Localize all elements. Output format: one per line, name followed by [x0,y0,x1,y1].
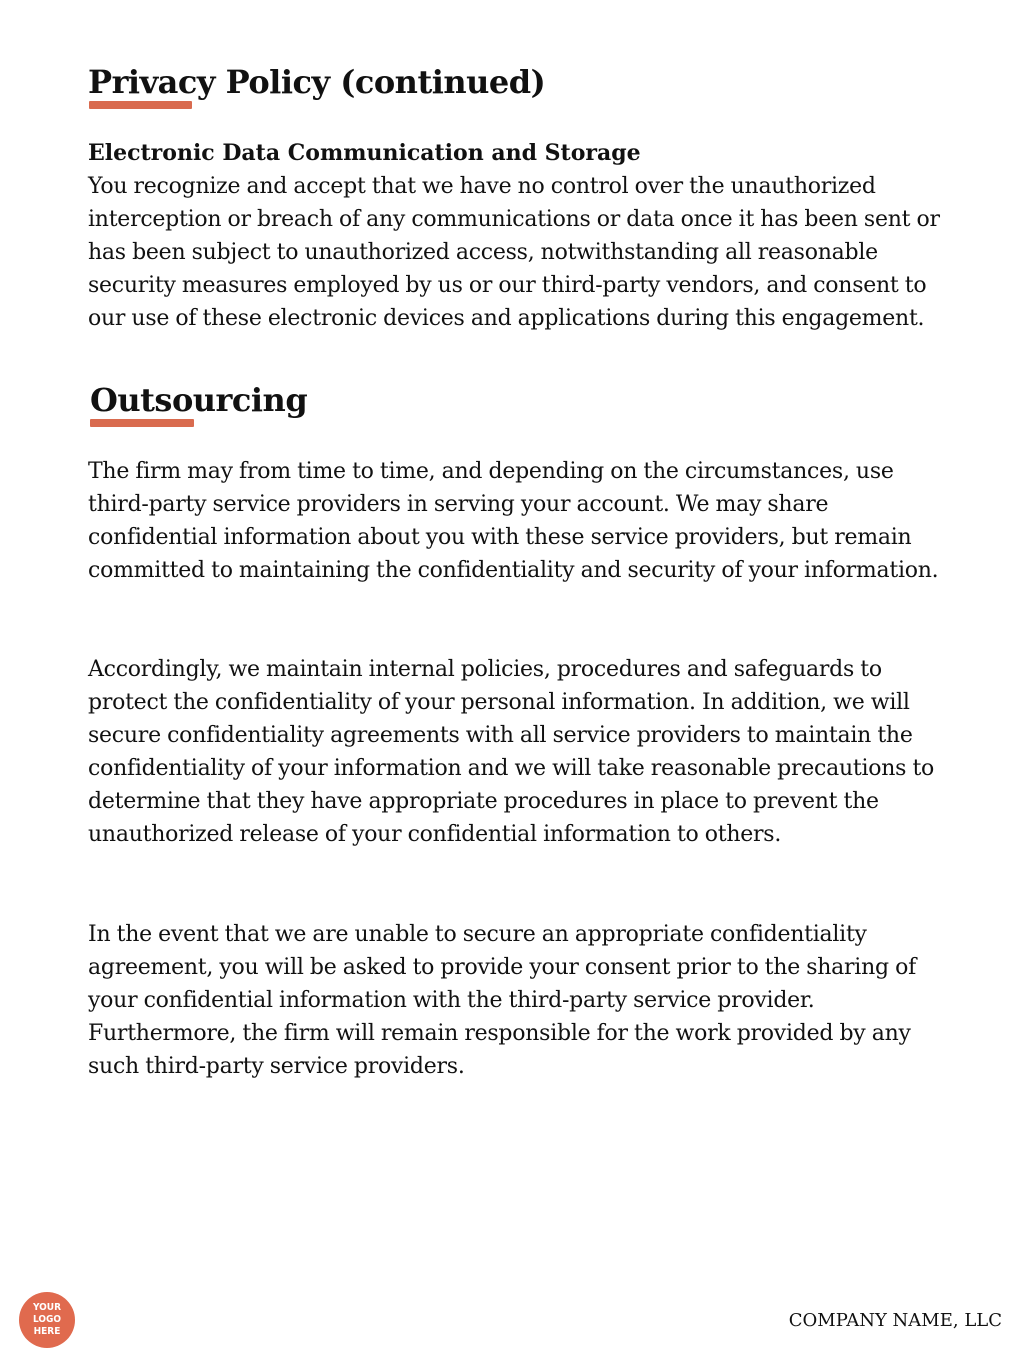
company-logo [19,1292,75,1348]
title-accent-underline [89,101,192,109]
paragraph-electronic-data: You recognize and accept that we have no control over the unauthorized interception or breach of any communications or data once it has been sent or has been subject to unauthorized access, notwithstanding all reasonable security measures employed by us or our third-party vendors, and consent to our use of these electronic devices and applications during this engagement. [88,174,940,331]
logo-text-line: HERE [33,1326,61,1337]
logo-text-line: LOGO [32,1314,62,1325]
paragraph-outsourcing-1: The firm may from time to time, and depending on the circumstances, use third-party service providers in serving your account. We may share confidential information about you with these service providers, but remain committed to maintaining the confidentiality and security of your information. [88,459,939,583]
section-heading-outsourcing: Outsourcing [90,381,308,419]
paragraph-outsourcing-3: In the event that we are unable to secure an appropriate confidentiality agreement, you will be asked to provide your consent prior to the sharing of your confidential information with the third-party service provider. Furthermore, the firm will remain responsible for the work provided by any such third-party service providers. [88,922,916,1079]
logo-text-line: YOUR [32,1302,62,1313]
section-accent-underline [90,419,194,427]
paragraph-outsourcing-2: Accordingly, we maintain internal policies, procedures and safeguards to protect the confidentiality of your personal information. In addition, we will secure confidentiality agreements with all service providers to maintain the confidentiality of your information and we will take reasonable precautions to determine that they have appropriate procedures in place to prevent the unauthorized release of your confidential information to others. [88,657,935,847]
subheading-electronic-data: Electronic Data Communication and Storage [88,140,641,166]
page-title: Privacy Policy (continued) [88,63,546,101]
company-name: COMPANY NAME, LLC [788,1310,1002,1331]
